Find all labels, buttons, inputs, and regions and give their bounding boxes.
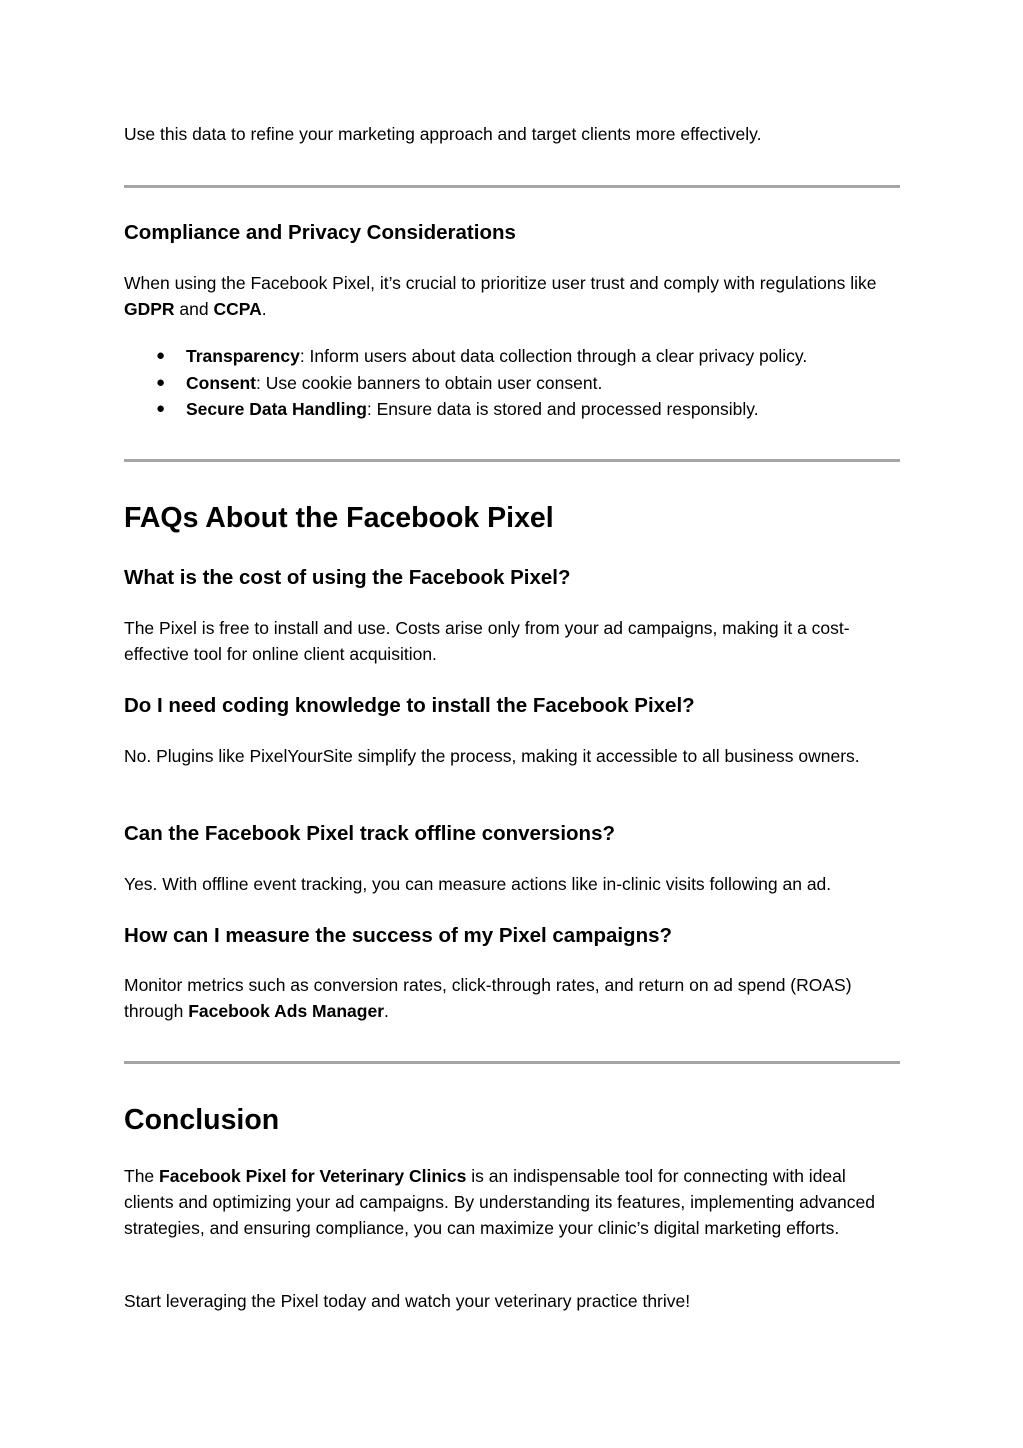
faq-question: How can I measure the success of my Pixel campaigns? <box>124 924 673 947</box>
bullet-icon: ● <box>156 347 166 364</box>
bullet-text: : Ensure data is stored and processed responsibly. <box>366 399 759 419</box>
bullet-term: Transparency <box>186 346 300 366</box>
gdpr-term: GDPR <box>124 299 175 319</box>
faq-answer-end: . <box>384 1001 389 1021</box>
list-item <box>124 343 900 370</box>
bullet-term: Consent <box>186 372 256 393</box>
bullet-text: : Inform users about data collection through a clear privacy policy. <box>299 346 808 366</box>
intro-paragraph: Use this data to refine your marketing approach and target clients more effectively. <box>124 124 762 144</box>
compliance-paragraph <box>124 270 900 322</box>
faqs-heading: FAQs About the Facebook Pixel <box>124 502 554 534</box>
bullet-icon: ● <box>156 400 166 417</box>
faq-answer <box>124 972 900 1024</box>
list-item <box>124 396 900 423</box>
compliance-text-and: and <box>174 299 214 319</box>
faq-question: What is the cost of using the Facebook Pixel? <box>124 566 571 589</box>
ccpa-term: CCPA <box>213 299 262 319</box>
list-item <box>124 370 900 397</box>
section-divider <box>124 459 900 462</box>
compliance-text-end: . <box>261 299 267 319</box>
faq-answer: The Pixel is free to install and use. Costs arise only from your ad campaigns, making it a cost-effective tool for online client acquisition. <box>124 618 850 664</box>
conclusion-text-rest: is an indispensable tool for connecting with ideal clients and optimizing your ad campaigns. By understanding its features, implementing advanced strategies, and ensuring compliance, you can maximize your clinic’s digital marketing efforts. <box>124 1166 875 1238</box>
section-divider <box>124 1061 900 1064</box>
conclusion-heading: Conclusion <box>124 1104 280 1136</box>
compliance-text-start: When using the Facebook Pixel, it’s crucial to prioritize user trust and comply with regulations like <box>124 273 877 293</box>
conclusion-bold-term: Facebook Pixel for Veterinary Clinics <box>159 1166 467 1186</box>
compliance-heading: Compliance and Privacy Considerations <box>124 221 516 244</box>
conclusion-paragraph <box>124 1163 900 1241</box>
faq-question: Do I need coding knowledge to install the Facebook Pixel? <box>124 694 695 717</box>
bullet-term: Secure Data Handling <box>186 399 367 419</box>
compliance-bullet-list <box>124 343 900 423</box>
bullet-icon: ● <box>156 373 166 391</box>
faq-answer: Yes. With offline event tracking, you can measure actions like in-clinic visits following an ad. <box>124 874 832 894</box>
faq-question: Can the Facebook Pixel track offline conversions? <box>124 822 615 845</box>
conclusion-text-start: The <box>124 1166 160 1186</box>
bullet-text: : Use cookie banners to obtain user consent. <box>256 372 603 393</box>
ads-manager-term: Facebook Ads Manager <box>188 1001 385 1021</box>
section-divider <box>124 185 900 188</box>
closing-paragraph: Start leveraging the Pixel today and watch your veterinary practice thrive! <box>124 1291 691 1311</box>
faq-answer: No. Plugins like PixelYourSite simplify the process, making it accessible to all business owners. <box>124 746 860 766</box>
faq-answer-text: Monitor metrics such as conversion rates, click-through rates, and return on ad spend (ROAS) through <box>124 975 852 1021</box>
